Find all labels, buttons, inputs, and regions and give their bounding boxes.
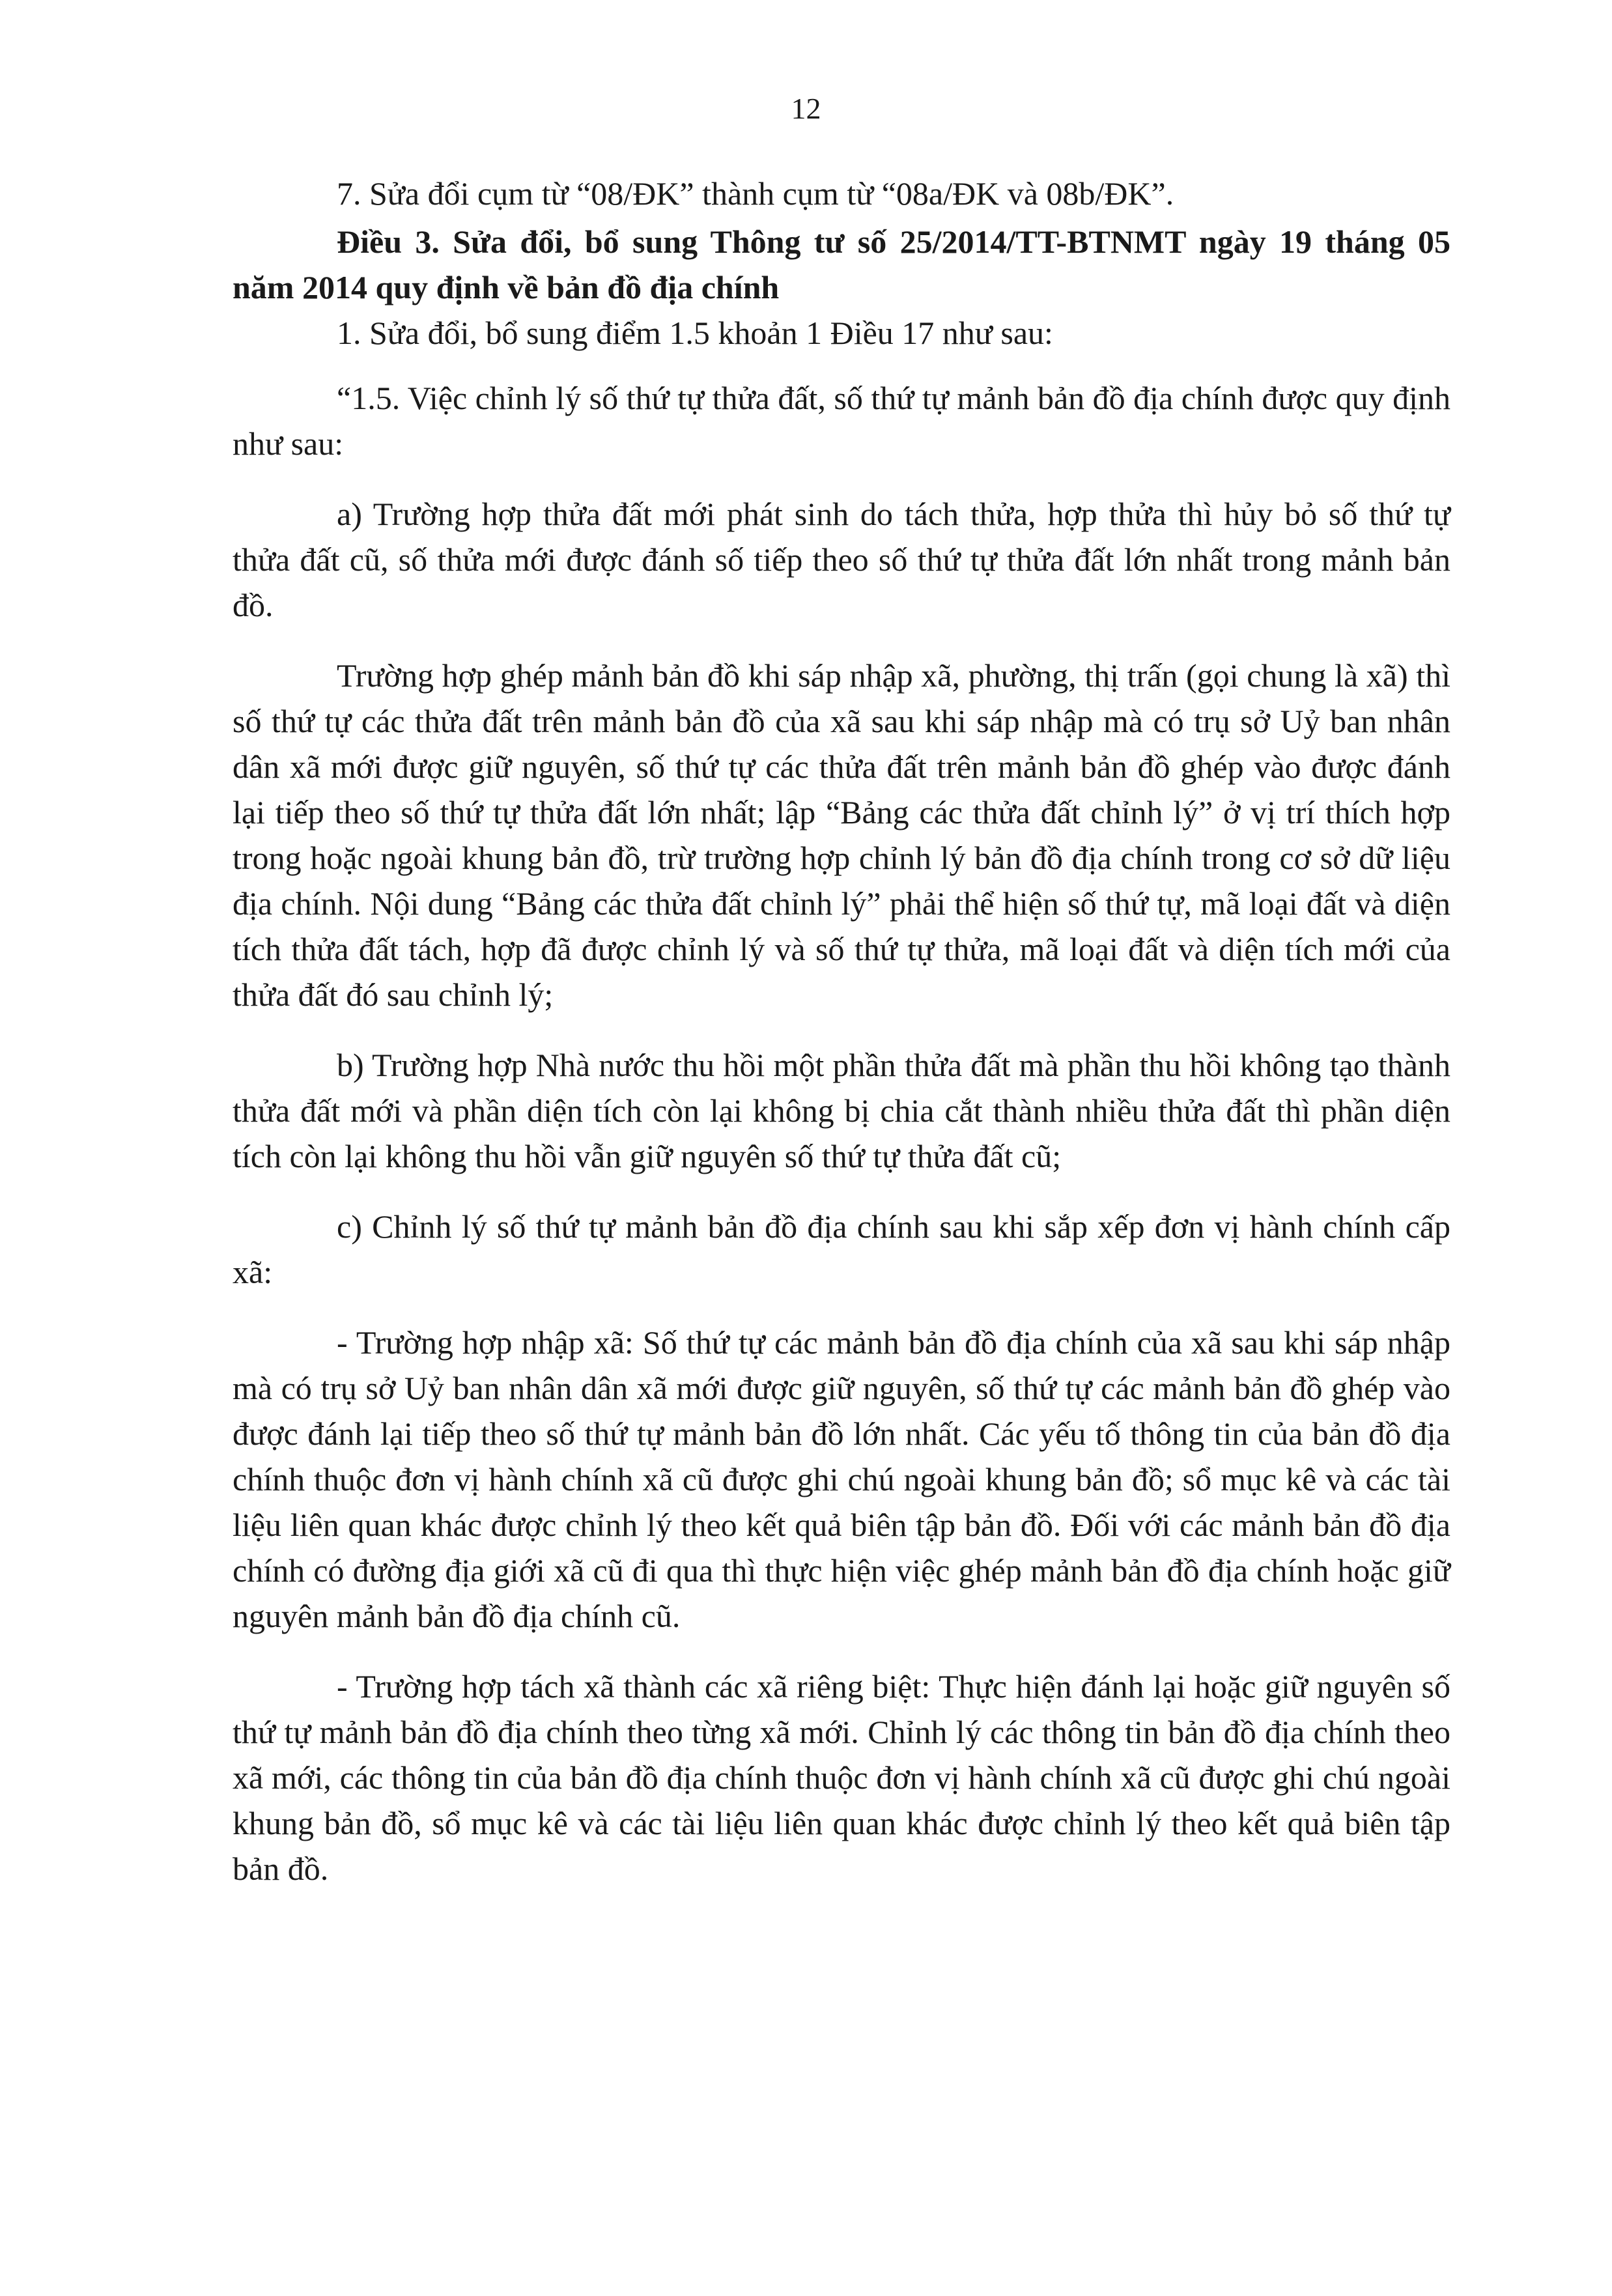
paragraph-point-a: a) Trường hợp thửa đất mới phát sinh do tách thửa, hợp thửa thì hủy bỏ số thứ tự thửa đất cũ, số thửa mới được đánh số tiếp theo số thứ tự thửa đất lớn nhất trong mảnh bản đồ. [233, 496, 1450, 623]
paragraph-point-c: c) Chỉnh lý số thứ tự mảnh bản đồ địa chính sau khi sắp xếp đơn vị hành chính cấp xã: [233, 1208, 1450, 1290]
article-3-heading: Điều 3. Sửa đổi, bổ sung Thông tư số 25/2014/TT-BTNMT ngày 19 tháng 05 năm 2014 quy định về bản đồ địa chính [233, 223, 1450, 305]
paragraph-point-b: b) Trường hợp Nhà nước thu hồi một phần thửa đất mà phần thu hồi không tạo thành thửa đất mới và phần diện tích còn lại không bị chia cắt thành nhiều thửa đất thì phần diện tích còn lại không thu hồi vẫn giữ nguyên số thứ tự thửa đất cũ; [233, 1047, 1450, 1174]
paragraph-item-7: 7. Sửa đổi cụm từ “08/ĐK” thành cụm từ “08a/ĐK và 08b/ĐK”. [337, 175, 1174, 212]
document-body [233, 171, 1450, 1892]
paragraph-merge-communes: - Trường hợp nhập xã: Số thứ tự các mảnh bản đồ địa chính của xã sau khi sáp nhập mà có trụ sở Uỷ ban nhân dân xã mới được giữ nguyên, số thứ tự các mảnh bản đồ ghép vào được đánh lại tiếp theo số thứ tự mảnh bản đồ lớn nhất. Các yếu tố thông tin của bản đồ địa chính thuộc đơn vị hành chính xã cũ được ghi chú ngoài khung bản đồ; sổ mục kê và các tài liệu liên quan khác được chỉnh lý theo kết quả biên tập bản đồ. Đối với các mảnh bản đồ địa chính có đường địa giới xã cũ đi qua thì thực hiện việc ghép mảnh bản đồ địa chính hoặc giữ nguyên mảnh bản đồ địa chính cũ. [233, 1324, 1450, 1634]
paragraph-split-communes: - Trường hợp tách xã thành các xã riêng biệt: Thực hiện đánh lại hoặc giữ nguyên số thứ tự mảnh bản đồ địa chính theo từng xã mới. Chỉnh lý các thông tin bản đồ địa chính theo xã mới, các thông tin của bản đồ địa chính thuộc đơn vị hành chính xã cũ được ghi chú ngoài khung bản đồ, sổ mục kê và các tài liệu liên quan khác được chỉnh lý theo kết quả biên tập bản đồ. [233, 1668, 1450, 1887]
paragraph-point-1-5: “1.5. Việc chỉnh lý số thứ tự thửa đất, số thứ tự mảnh bản đồ địa chính được quy định như sau: [233, 380, 1450, 462]
paragraph-merge-maps: Trường hợp ghép mảnh bản đồ khi sáp nhập xã, phường, thị trấn (gọi chung là xã) thì số thứ tự các thửa đất trên mảnh bản đồ của xã sau khi sáp nhập mà có trụ sở Uỷ ban nhân dân xã mới được giữ nguyên, số thứ tự các thửa đất trên mảnh bản đồ ghép vào được đánh lại tiếp theo số thứ tự thửa đất lớn nhất; lập “Bảng các thửa đất chỉnh lý” ở vị trí thích hợp trong hoặc ngoài khung bản đồ, trừ trường hợp chỉnh lý bản đồ địa chính trong cơ sở dữ liệu địa chính. Nội dung “Bảng các thửa đất chỉnh lý” phải thể hiện số thứ tự, mã loại đất và diện tích thửa đất tách, hợp đã được chỉnh lý và số thứ tự thửa, mã loại đất và diện tích mới của thửa đất đó sau chỉnh lý; [233, 657, 1450, 1013]
page-number: 12 [791, 92, 821, 125]
paragraph-clause-1: 1. Sửa đổi, bổ sung điểm 1.5 khoản 1 Điều 17 như sau: [337, 315, 1053, 351]
